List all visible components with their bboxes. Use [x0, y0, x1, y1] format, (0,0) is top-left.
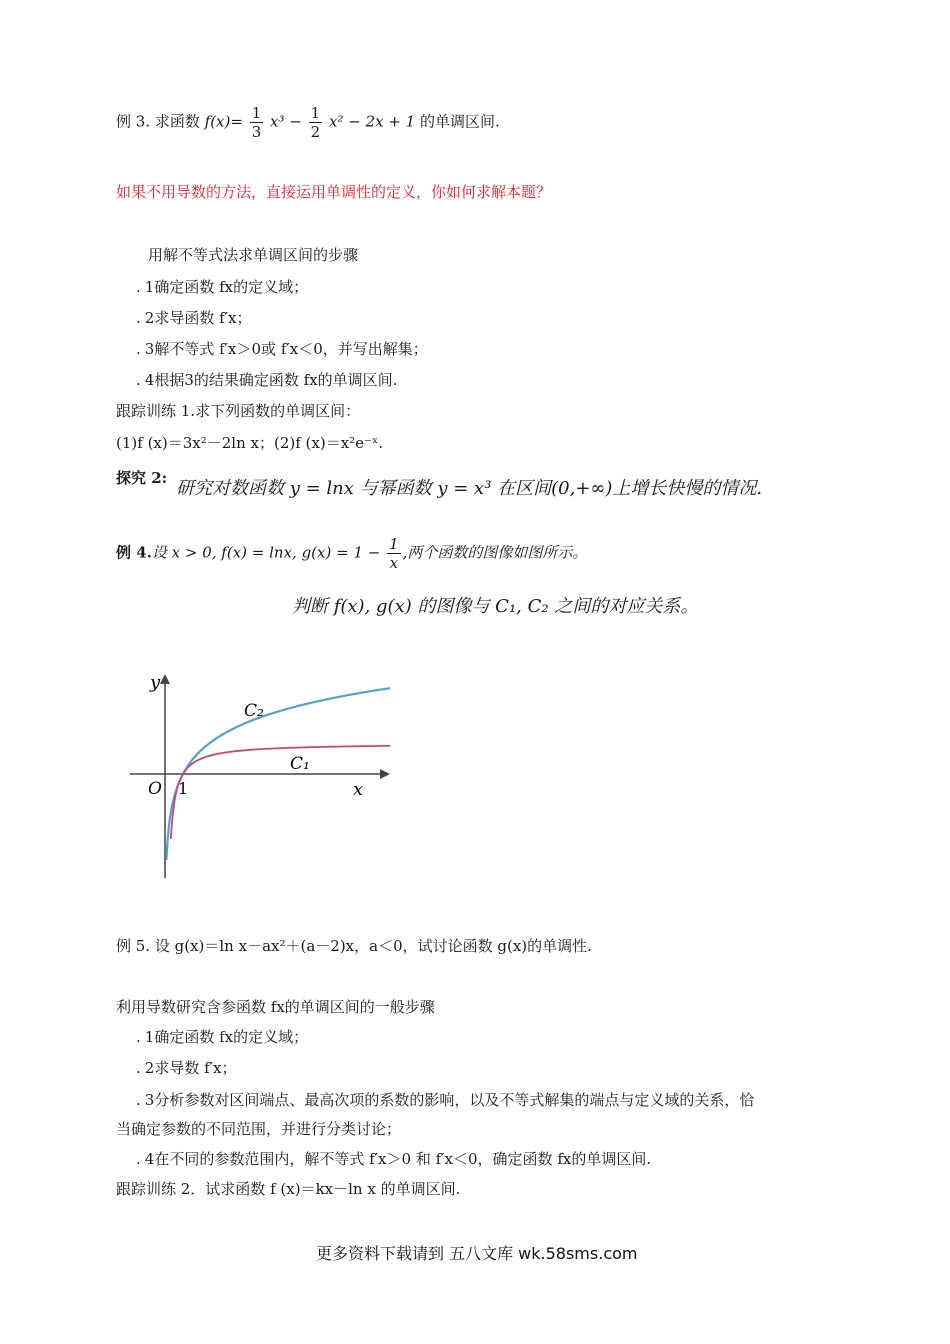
example3-frac2: $\frac{1}{2}$	[310, 104, 321, 141]
example4-text2: ,两个函数的图像如图所示。	[402, 543, 588, 562]
training1-body: (1)f (x)＝3x²－2ln x；(2)f (x)＝x²e⁻ˣ.	[116, 434, 384, 452]
c1-label: C₁	[290, 754, 310, 774]
steps1-item: . 4根据3的结果确定函数 fx的单调区间.	[136, 371, 398, 389]
question-red: 如果不用导数的方法，直接运用单调性的定义，你如何求解本题？	[116, 183, 552, 201]
training1-title: 跟踪训练 1.求下列函数的单调区间：	[116, 402, 361, 420]
steps2-item: . 1确定函数 fx的定义域；	[136, 1028, 309, 1046]
function-graph	[128, 668, 398, 883]
example4-line	[116, 535, 587, 572]
steps1-item: . 1确定函数 fx的定义域；	[136, 278, 309, 296]
example3-label: 例 3. 求函数	[116, 112, 200, 131]
example4-label: 例 4.	[116, 543, 152, 562]
explore2-label: 探究 2:	[116, 469, 168, 487]
c2-label: C₂	[244, 701, 264, 721]
steps2-item: . 4在不同的参数范围内，解不等式 f′x＞0 和 f′x＜0，确定函数 fx的单调区间.	[136, 1150, 652, 1168]
y-label: y	[150, 672, 161, 693]
example4-text1: 设 x > 0, f(x) = lnx, g(x) = 1 −	[151, 543, 381, 562]
example3-fx: f(x)=	[204, 112, 243, 131]
example4-judge: 判断 f(x), g(x) 的图像与 C₁, C₂ 之间的对应关系。	[292, 596, 699, 617]
origin-label: O	[148, 779, 162, 799]
steps1-item: . 2求导函数 f′x；	[136, 309, 252, 327]
example4-frac: $\frac{1}{x}$	[389, 535, 399, 572]
example5: 例 5. 设 g(x)＝ln x－ax²＋(a－2)x，a＜0，试讨论函数 g(x)的单调性.	[116, 937, 592, 955]
y-axis-arrow	[160, 674, 170, 684]
steps1-item: . 3解不等式 f′x＞0或 f′x＜0，并写出解集；	[136, 340, 428, 358]
steps2-item: . 3分析参数对区间端点、最高次项的系数的影响，以及不等式解集的端点与定义域的关系，恰	[136, 1091, 755, 1109]
steps2-item3-cont: 当确定参数的不同范围，并进行分类讨论；	[116, 1120, 402, 1138]
training2: 跟踪训练 2．试求函数 f (x)＝kx－ln x 的单调区间.	[116, 1180, 461, 1198]
steps1-title: 用解不等式法求单调区间的步骤	[148, 246, 359, 264]
example3-suffix: 的单调区间.	[419, 112, 500, 131]
steps2-title: 利用导数研究含参函数 fx的单调区间的一般步骤	[116, 998, 435, 1016]
example3-term2: x² − 2x + 1	[328, 112, 416, 131]
x-label: x	[353, 779, 364, 800]
example3-term1: x³ −	[270, 112, 302, 131]
example3-frac1: $\frac{1}{3}$	[251, 104, 262, 141]
steps2-item: . 2求导数 f′x；	[136, 1059, 237, 1077]
example3-line	[116, 104, 500, 141]
explore2-text: 研究对数函数 y = lnx 与幂函数 y = x³ 在区间(0,+∞)上增长快慢的情况.	[176, 478, 763, 499]
x-axis-arrow	[380, 769, 390, 779]
one-label: 1	[178, 779, 189, 798]
footer-link[interactable]: 更多资料下载请到 五八文库 wk.58sms.com	[316, 1244, 638, 1263]
